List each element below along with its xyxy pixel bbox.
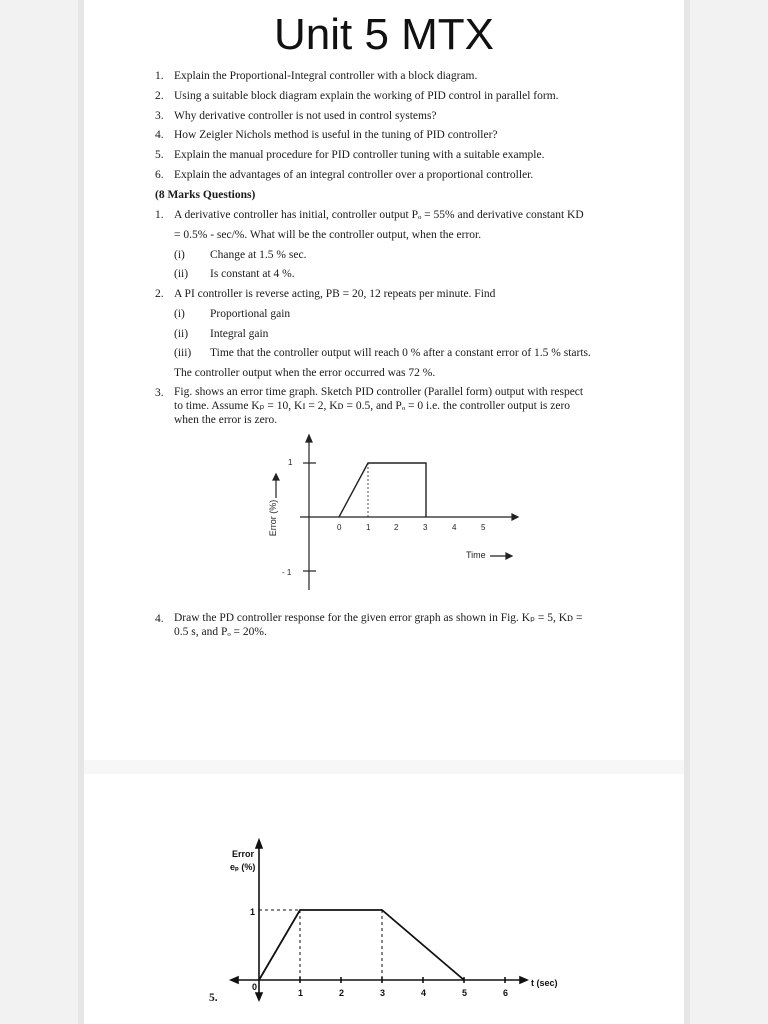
question-number: 3. [155, 110, 164, 122]
subquestion-number: (ii) [174, 268, 189, 280]
section-heading: (8 Marks Questions) [155, 189, 256, 201]
question-text: Explain the manual procedure for PID controller tuning with a suitable example. [174, 149, 545, 161]
question-text: A derivative controller has initial, controller output Pₒ = 55% and derivative constant KD [174, 209, 584, 221]
document-title: Unit 5 MTX [273, 10, 495, 59]
x-tick-label: 1 [366, 523, 371, 532]
error-signal-line [259, 910, 464, 980]
y-axis-arrow-down [256, 993, 262, 1000]
x-tick-label: 5 [462, 988, 468, 998]
question-text: How Zeigler Nichols method is useful in the tuning of PID controller? [174, 129, 498, 141]
question-text: to time. Assume Kₚ = 10, Kɪ = 2, Kᴅ = 0.5, and Pₒ = 0 i.e. the controller output is zero [174, 400, 571, 412]
x-axis-arrow [520, 977, 527, 983]
x-tick-label: 6 [503, 988, 509, 998]
question-text: Draw the PD controller response for the given error graph as shown in Fig. Kₚ = 5, Kᴅ = [174, 612, 583, 624]
subquestion-number: (i) [174, 249, 185, 261]
subquestion-number: (iii) [174, 347, 192, 359]
question-number: 4. [155, 613, 164, 625]
y-axis-label: eₚ (%) [230, 862, 256, 872]
question-number: 3. [155, 387, 164, 399]
x-tick-label: 2 [394, 523, 399, 532]
x-axis-label: t (sec) [531, 978, 558, 988]
question-number: 5. [209, 992, 218, 1004]
question-number: 2. [155, 288, 164, 300]
y-tick-label: 1 [288, 458, 293, 467]
x-axis-arrow-left [231, 977, 238, 983]
x-tick-label: 5 [481, 523, 486, 532]
question-number: 5. [155, 149, 164, 161]
subquestion-text: Is constant at 4 %. [210, 268, 295, 280]
subquestion-text: Change at 1.5 % sec. [210, 249, 307, 261]
y-axis-label: Error [232, 849, 255, 859]
y-tick-label: - 1 [282, 568, 292, 577]
x-tick-label: 0 [252, 982, 258, 992]
subquestion-number: (ii) [174, 328, 189, 340]
question-text: 0.5 s, and Pₒ = 20%. [174, 626, 267, 638]
subquestion-text: Proportional gain [210, 308, 291, 320]
subquestion-text: Integral gain [210, 328, 269, 340]
y-tick-label: 1 [250, 907, 256, 917]
question-number: 1. [155, 209, 164, 221]
question-number: 2. [155, 90, 164, 102]
question-text: The controller output when the error occurred was 72 %. [174, 367, 436, 379]
x-axis-label: Time [466, 550, 486, 560]
x-tick-label: 1 [298, 988, 304, 998]
question-number: 6. [155, 169, 164, 181]
question-text: Explain the advantages of an integral controller over a proportional controller. [174, 169, 534, 181]
y-axis-label: Error (%) [268, 499, 278, 537]
question-text: Why derivative controller is not used in control systems? [174, 110, 437, 122]
question-number: 4. [155, 129, 164, 141]
x-tick-label: 3 [380, 988, 386, 998]
x-tick-label: 0 [337, 523, 342, 532]
question-text: Explain the Proportional-Integral controller with a block diagram. [174, 70, 478, 82]
subquestion-text: Time that the controller output will reach 0 % after a constant error of 1.5 % starts. [210, 347, 591, 359]
question-text: Using a suitable block diagram explain the working of PID control in parallel form. [174, 90, 559, 102]
subquestion-number: (i) [174, 308, 185, 320]
y-axis-arrow [256, 840, 262, 848]
question-text: A PI controller is reverse acting, PB = 20, 12 repeats per minute. Find [174, 288, 496, 300]
x-tick-label: 3 [423, 523, 428, 532]
x-tick-label: 2 [339, 988, 345, 998]
question-number: 1. [155, 70, 164, 82]
question-text: when the error is zero. [174, 414, 278, 426]
question-text: Fig. shows an error time graph. Sketch PID controller (Parallel form) output with respect [174, 386, 584, 398]
x-tick-label: 4 [452, 523, 457, 532]
question-text: = 0.5% - sec/%. What will be the controller output, when the error. [174, 229, 482, 241]
x-tick-label: 4 [421, 988, 427, 998]
